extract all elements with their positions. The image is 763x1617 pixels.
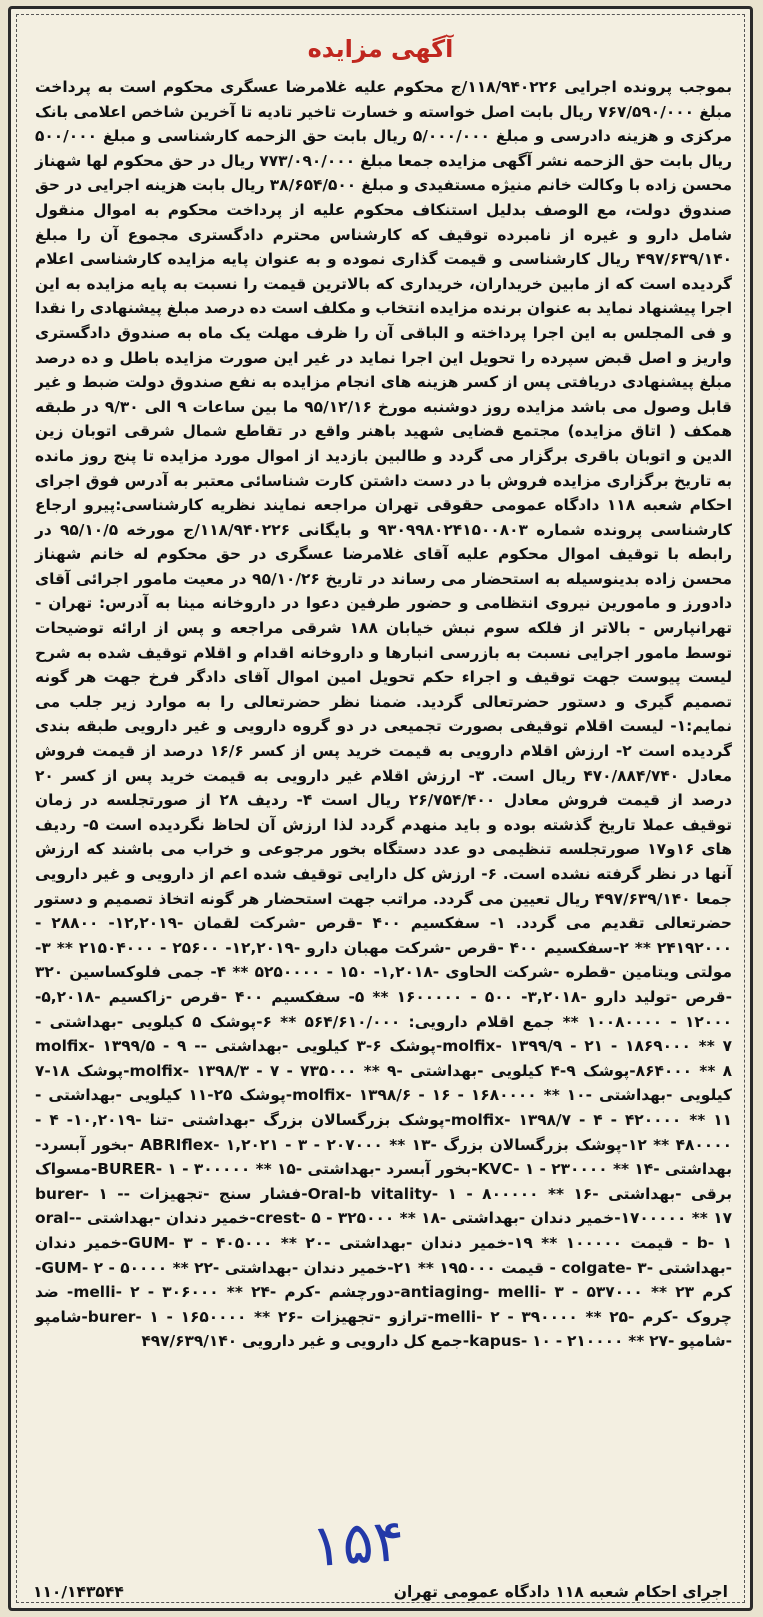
notice-title: آگهی مزایده bbox=[307, 35, 454, 63]
handwritten-number: ۱۵۴ bbox=[308, 1505, 407, 1581]
footer-issuer: اجرای احکام شعبه ۱۱۸ دادگاه عمومی تهران bbox=[393, 1583, 728, 1601]
notice-footer bbox=[33, 1583, 728, 1601]
footer-reference-number: ۱۱۰/۱۴۳۵۴۴ bbox=[33, 1583, 124, 1601]
notice-body: بموجب پرونده اجرایی ۱۱۸/۹۴۰۲۲۶/ج محکوم علیه غلامرضا عسگری محکوم است به پرداخت مبلغ ۷۶۷/۵۹۰/۰۰۰ ریال بابت اصل خواسته و خسارت تاخیر تادیه تا آخرین شاخص اعلامی بانک مرکزی و هزینه دادرسی و مبلغ ۵/۰۰۰/۰۰۰ ریال بابت حق الزحمه کارشناسی و مبلغ ۵۰۰/۰۰۰ ریال بابت حق الزحمه نشر آگهی مزایده جمعا مبلغ ۷۷۳/۰۹۰/۰۰۰ ریال در حق محکوم لها شهناز محسن زاده با وکالت خانم منیژه مستفیدی و مبلغ ۳۸/۶۵۴/۵۰۰ ریال بابت هزینه اجرایی در حق صندوق دولت، مع الوصف بدلیل استنکاف محکوم علیه از پرداخت محکوم به اموال منقول شامل دارو و غیره از نامبرده توقیف که کارشناس محترم دادگستری مجموع آن را مبلغ ۴۹۷/۶۳۹/۱۴۰ ریال کارشناسی و قیمت گذاری نموده و به عنوان پایه مزایده کارشناسی اعلام گردیده است که از مابین خریداران، خریداری که بالاترین قیمت را نسبت به پایه مزایده به این اجرا پیشنهاد نماید به عنوان برنده مزایده انتخاب و مکلف است ده درصد مبلغ پیشنهادی را نقدا و فی المجلس به این اجرا پرداخته و الباقی آن را ظرف مهلت یک ماه به صندوق دادگستری واریز و اصل قبض سپرده را تحویل این اجرا نماید در غیر این صورت مزایده باطل و ده درصد مبلغ پیشنهادی دریافتی پس از کسر هزینه های انجام مزایده به نفع صندوق دولت ضبط و غیر قابل وصول می باشد مزایده روز دوشنبه مورخ ۹۵/۱۲/۱۶ ما بین ساعات ۹ الی ۹/۳۰ در طبقه همکف ( اتاق مزایده) مجتمع قضایی شهید باهنر واقع در تقاطع شمال شرقی اتوبان زین الدین و اتوبان باقری برگزار می گردد و طالبین بازدید از اموال مورد مزایده تا پنج روز مانده به تاریخ برگزاری مزایده فروش با در دست داشتن کارت شناسائی معتبر به آدرس فوق اجرای احکام شعبه ۱۱۸ دادگاه عمومی حقوقی تهران مراجعه نمایند نظریه کارشناسی:پیرو ارجاع کارشناسی پرونده شماره ۹۳۰۹۹۸۰۲۴۱۵۰۰۸۰۳ و بایگانی ۱۱۸/۹۴۰۲۲۶/ج مورخه ۹۵/۱۰/۵ در رابطه با توقیف اموال محکوم علیه آقای غلامرضا عسگری در حق محکوم له خانم شهناز محسن زاده بدینوسیله به استحضار می رساند در تاریخ ۹۵/۱۰/۲۶ در معیت مامور اجرائی آقای دادورز و مامورین نیروی انتظامی و حضور طرفین دعوا در داروخانه مینا به آدرس: تهران - تهرانپارس - بالاتر از فلکه سوم نبش خیابان ۱۸۸ شرقی مراجعه و پس از ارائه توضیحات توسط مامور اجرایی نسبت به بازرسی انبارها و داروخانه اقدام و اقلام توقیف شده به شرح لیست پیوست جهت توقیف و اجراء حکم تحویل امین اموال آقای دادگر فرخ جهت هر گونه تصمیم گیری و دستور حضرتعالی گردید. ضمنا نظر حضرتعالی را به موارد زیر جلب می نمایم:۱- لیست اقلام توقیفی بصورت تجمیعی در دو گروه دارویی و غیر دارویی طبقه بندی گردیده است ۲- ارزش اقلام دارویی به قیمت خرید پس از کسر ۱۶/۶ درصد از قیمت فروش معادل ۴۷۰/۸۸۴/۷۴۰ ریال است. ۳- ارزش اقلام غیر دارویی به قیمت خرید پس از کسر ۲۰ درصد از قیمت فروش معادل ۲۶/۷۵۴/۴۰۰ ریال است ۴- ردیف ۲۸ از صورتجلسه در زمان توقیف عملا تاریخ گذشته بوده و باید منهدم گردد لذا ارزش آن لحاظ نگردیده است ۵- ردیف های ۱۶و۱۷ صورتجلسه تنظیمی دو عدد دستگاه بخور مرجوعی و خراب می باشند که ارزش آنها در نظر گرفته نشده است. ۶- ارزش کل دارایی توقیف شده اعم از دارویی و غیر دارویی جمعا ۴۹۷/۶۳۹/۱۴۰ ریال تعیین می گردد. مراتب جهت استحضار هر گونه اتخاذ تصمیم و دستور حضرتعالی تقدیم می گردد. ۱- سفکسیم ۴۰۰ -قرص -شرکت لقمان -۱۲,۲۰۱۹- ۲۸۸۰۰ - ۲۴۱۹۲۰۰۰ ** ۲-سفکسیم ۴۰۰ -قرص -شرکت مهبان دارو -۱۲,۲۰۱۹- ۲۵۶۰۰ - ۲۱۵۰۴۰۰۰ ** ۳- مولتی ویتامین -قطره -شرکت الحاوی -۱,۲۰۱۸- ۱۵۰ - ۵۲۵۰۰۰۰ ** ۴- جمی فلوکساسین ۳۲۰ -قرص -تولید دارو -۳,۲۰۱۸- ۵۰۰ - ۱۶۰۰۰۰۰ ** ۵- سفکسیم ۴۰۰ -قرص -زاکسیم -۵,۲۰۱۸- ۱۲۰۰۰ - ۱۰۰۸۰۰۰۰ ** جمع اقلام دارویی: ۵۶۴/۶۱۰/۰۰۰ ** ۶-پوشک ۵ کیلویی -بهداشتی -molfix- ۱۳۹۹/۹ - ۲۱ - ۱۸۶۹۰۰۰ ** ۷-پوشک ۶-۳ کیلویی -بهداشتی -molfix- ۱۳۹۹/۵ - ۹ - ۸۶۴۰۰۰ ** ۸-پوشک ۹-۴ کیلویی -بهداشتی -molfix- ۱۳۹۸/۳ - ۷ - ۷۳۵۰۰۰ ** ۹-پوشک ۱۸-۷ کیلویی -بهداشتی -molfix- ۱۳۹۸/۶ - ۱۶ - ۱۶۸۰۰۰۰ ** ۱۰-پوشک ۲۵-۱۱ کیلویی -بهداشتی -molfix- ۱۳۹۸/۷ - ۴ - ۴۲۰۰۰۰ ** ۱۱-پوشک بزرگسالان بزرگ -بهداشتی -تنا -۱۰,۲۰۱۹- ۴ - ۴۸۰۰۰۰ ** ۱۲-پوشک بزرگسالان بزرگ -ABRIflex- ۱,۲۰۲۱ - ۳ - ۲۰۷۰۰۰ ** ۱۳ -بخور آبسرد-بهداشتی -KVC- ۱ - ۲۳۰۰۰۰ ** ۱۴-بخور آبسرد -بهداشتی -BURER- ۱ - ۳۰۰۰۰۰ ** ۱۵-مسواک برقی -بهداشتی -Oral-b vitality- ۱ - ۸۰۰۰۰۰ ** ۱۶-فشار سنج -تجهیزات -burer- ۱ - ۱۷۰۰۰۰۰ ** ۱۷-خمیر دندان -بهداشتی -crest- ۵ - ۳۲۵۰۰۰ ** ۱۸-خمیر دندان -بهداشتی -oral-b- ۱ - قیمت ۱۰۰۰۰۰ ** ۱۹-خمیر دندان -بهداشتی -GUM- ۳ - ۴۰۵۰۰۰ ** ۲۰-خمیر دندان -بهداشتی -colgate- ۳ - قیمت ۱۹۵۰۰۰ ** ۲۱-خمیر دندان -بهداشتی -GUM- ۲ - ۵۰۰۰۰ ** ۲۲-کرم antiaging- melli- ۳ - ۵۳۷۰۰۰ ** ۲۳-دورچشم -کرم -melli- ۲ - ۳۰۶۰۰۰ ** ۲۴- ضد چروک -کرم -melli- ۲ - ۳۹۰۰۰۰ ** ۲۵-ترازو -تجهیزات -burer- ۱ - ۱۶۵۰۰۰۰ ** ۲۶-شامپو -شامپو -kapus- ۱۰ - ۲۱۰۰۰۰ ** ۲۷-جمع کل دارویی و غیر دارویی ۴۹۷/۶۳۹/۱۴۰ bbox=[35, 78, 733, 1351]
notice-frame bbox=[8, 6, 753, 1611]
